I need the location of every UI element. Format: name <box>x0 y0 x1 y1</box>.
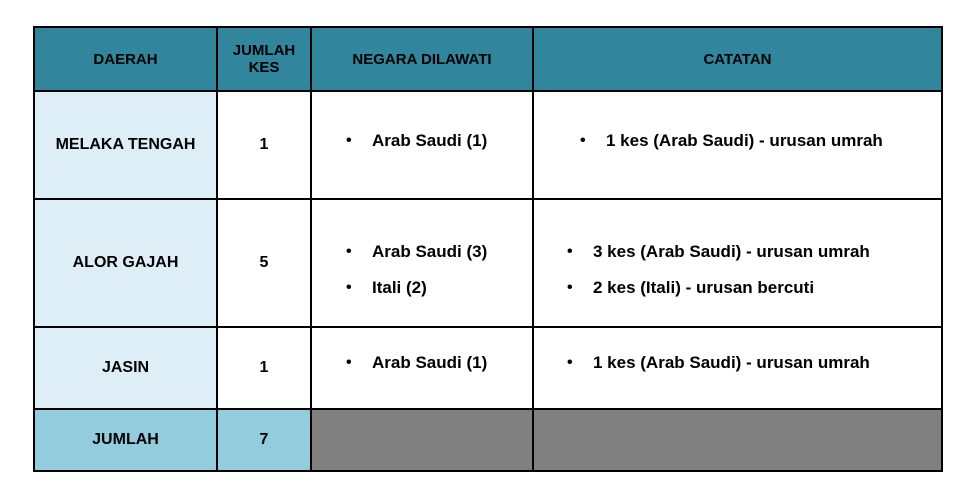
header-daerah: DAERAH <box>34 27 217 91</box>
kes-cell: 5 <box>217 199 311 327</box>
daerah-cell: MELAKA TENGAH <box>34 91 217 199</box>
list-item: • Arab Saudi (1) <box>372 131 532 151</box>
list-item: • Arab Saudi (3) <box>372 242 532 262</box>
catatan-cell <box>533 199 942 327</box>
negara-cell <box>311 91 533 199</box>
catatan-cell <box>533 91 942 199</box>
total-value: 7 <box>217 409 311 471</box>
header-jumlah-kes <box>217 27 311 91</box>
table-row <box>34 91 942 199</box>
header-row <box>34 27 942 91</box>
empty-cell <box>533 409 942 471</box>
total-label: JUMLAH <box>34 409 217 471</box>
table-row <box>34 199 942 327</box>
list-item: • 2 kes (Itali) - urusan bercuti <box>593 278 941 298</box>
header-jumlah-kes-line1: JUMLAH <box>232 42 296 59</box>
list-item: • Itali (2) <box>372 278 532 298</box>
list-item: • Arab Saudi (1) <box>372 353 532 373</box>
cases-table <box>33 26 943 472</box>
negara-cell <box>311 199 533 327</box>
header-jumlah-kes-line2: KES <box>248 59 280 76</box>
header-negara: NEGARA DILAWATI <box>311 27 533 91</box>
table-row <box>34 327 942 409</box>
list-item: • 3 kes (Arab Saudi) - urusan umrah <box>593 242 941 262</box>
total-row <box>34 409 942 471</box>
daerah-cell: ALOR GAJAH <box>34 199 217 327</box>
empty-cell <box>311 409 533 471</box>
negara-cell <box>311 327 533 409</box>
list-item: • 1 kes (Arab Saudi) - urusan umrah <box>606 131 941 151</box>
header-catatan: CATATAN <box>533 27 942 91</box>
catatan-cell <box>533 327 942 409</box>
kes-cell: 1 <box>217 91 311 199</box>
kes-cell: 1 <box>217 327 311 409</box>
list-item: • 1 kes (Arab Saudi) - urusan umrah <box>593 353 941 373</box>
daerah-cell: JASIN <box>34 327 217 409</box>
